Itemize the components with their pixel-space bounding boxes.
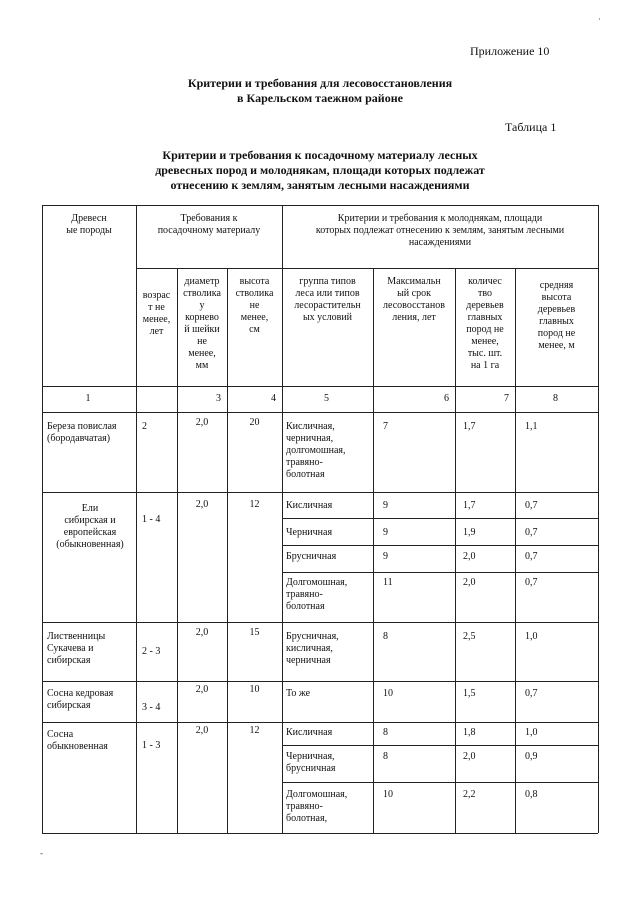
header-age: возрас т не менее, лет [142,290,171,337]
cedar-height: 10 [249,684,260,695]
document-title: Критерии и требования для лесовосстановления в Карельском таежном районе [187,76,453,105]
spruce-tree-count: 2,0 [463,551,476,562]
larch-avg-height: 1,0 [525,631,538,642]
spruce-forest-type: Кисличная [286,500,333,511]
spruce-species: Ели сибирская и европейская (обыкновенная) [56,503,124,550]
pine-tree-count: 1,8 [463,727,476,738]
pine-avg-height: 1,0 [525,727,538,738]
header-species: Древесн ые породы [66,213,112,236]
spruce-height: 12 [249,499,260,510]
pine-diameter: 2,0 [195,725,209,736]
table-rule [227,268,228,833]
larch-forest-type: Брусничная, кисличная, черничная [286,631,339,666]
pine-avg-height: 0,8 [525,789,538,800]
column-number: 5 [324,393,329,404]
table-title: Критерии и требования к посадочному материалу лесных древесных пород и молоднякам, площади которых подлежат отнесению к землям, занятым лесными насаждениями [155,148,485,192]
birch-height: 20 [249,417,260,428]
header-young-stand-criteria: Критерии и требования к молоднякам, площади которых подлежат отнесению к землям, занятым лесными насаждениями [315,213,565,248]
header-planting-requirements: Требования к посадочному материалу [157,213,261,236]
pine-avg-height: 0,9 [525,751,538,762]
pine-max-term: 10 [383,789,393,800]
pine-species: Сосна обыкновенная [47,729,108,752]
birch-age: 2 [142,421,147,432]
pine-height: 12 [249,725,260,736]
column-number: 1 [85,393,91,404]
header-avg-height: средняя высота деревьев главных пород не менее, м [537,280,576,351]
cedar-tree-count: 1,5 [463,688,476,699]
table-number: Таблица 1 [505,120,557,134]
table-rule [282,518,598,519]
table-rule [282,572,598,573]
table-rule [136,205,137,833]
larch-height: 15 [249,627,260,638]
column-number: 4 [271,393,276,404]
table-rule [282,205,283,833]
table-rule [373,268,374,833]
larch-species: Лиственницы Сукачева и сибирская [47,631,106,666]
cedar-forest-type: То же [286,688,311,699]
table-rule [455,268,456,833]
pine-tree-count: 2,2 [463,789,476,800]
table-rule [42,833,598,834]
larch-tree-count: 2,5 [463,631,476,642]
pine-forest-type: Кисличная [286,727,333,738]
header-diameter: диаметр стволика у корнево й шейки не менее, мм [183,276,221,371]
birch-diameter: 2,0 [195,417,209,428]
cedar-avg-height: 0,7 [525,688,538,699]
column-number: 7 [504,393,509,404]
column-number: 3 [216,393,221,404]
spruce-avg-height: 0,7 [525,551,538,562]
pine-age: 1 - 3 [142,740,161,751]
spruce-max-term: 9 [383,551,388,562]
spruce-forest-type: Брусничная [286,551,337,562]
spruce-age: 1 - 4 [142,514,161,525]
birch-tree-count: 1,7 [463,421,476,432]
larch-diameter: 2,0 [195,627,209,638]
birch-species: Береза повислая (бородавчатая) [47,421,117,444]
table-rule [282,545,598,546]
pine-max-term: 8 [383,727,388,738]
spruce-avg-height: 0,7 [525,577,538,588]
larch-age: 2 - 3 [142,646,161,657]
spruce-tree-count: 2,0 [463,577,476,588]
spruce-avg-height: 0,7 [525,527,538,538]
table-rule [42,205,598,206]
spruce-forest-type: Долгомошная, травяно- болотная [286,577,348,612]
cedar-diameter: 2,0 [195,684,209,695]
appendix-label: Приложение 10 [470,44,550,58]
spruce-max-term: 9 [383,527,388,538]
table-rule [282,782,598,783]
spruce-max-term: 11 [383,577,393,588]
pine-tree-count: 2,0 [463,751,476,762]
cedar-age: 3 - 4 [142,702,161,713]
spruce-max-term: 9 [383,500,388,511]
table-rule [136,268,598,269]
column-number: 6 [444,393,449,404]
header-height: высота стволика не менее, см [235,276,274,335]
table-rule [177,268,178,833]
birch-forest-type: Кисличная, черничная, долгомошная, травяно- болотная [286,421,346,480]
table-rule [42,205,43,833]
pine-max-term: 8 [383,751,388,762]
table-rule [515,268,516,833]
spruce-diameter: 2,0 [195,499,209,510]
scan-mark: - [40,848,43,858]
spruce-tree-count: 1,7 [463,500,476,511]
header-tree-count: количес тво деревьев главных пород не менее, тыс. шт. на 1 га [466,276,504,371]
table-rule [598,205,599,833]
pine-forest-type: Долгомошная, травяно- болотная, [286,789,348,824]
spruce-tree-count: 1,9 [463,527,476,538]
birch-avg-height: 1,1 [525,421,538,432]
header-forest-type: группа типов леса или типов лесорастительн ых условий [294,276,361,323]
birch-max-term: 7 [383,421,388,432]
cedar-species: Сосна кедровая сибирская [47,688,114,711]
spruce-forest-type: Черничная [286,527,333,538]
column-number: 8 [553,393,558,404]
spruce-avg-height: 0,7 [525,500,538,511]
larch-max-term: 8 [383,631,388,642]
header-max-term: Максимальн ый срок лесовосстанов ления, лет [383,276,445,323]
cedar-max-term: 10 [383,688,393,699]
table-rule [282,745,598,746]
pine-forest-type: Черничная, брусничная [286,751,336,774]
scan-mark: · [598,14,601,24]
